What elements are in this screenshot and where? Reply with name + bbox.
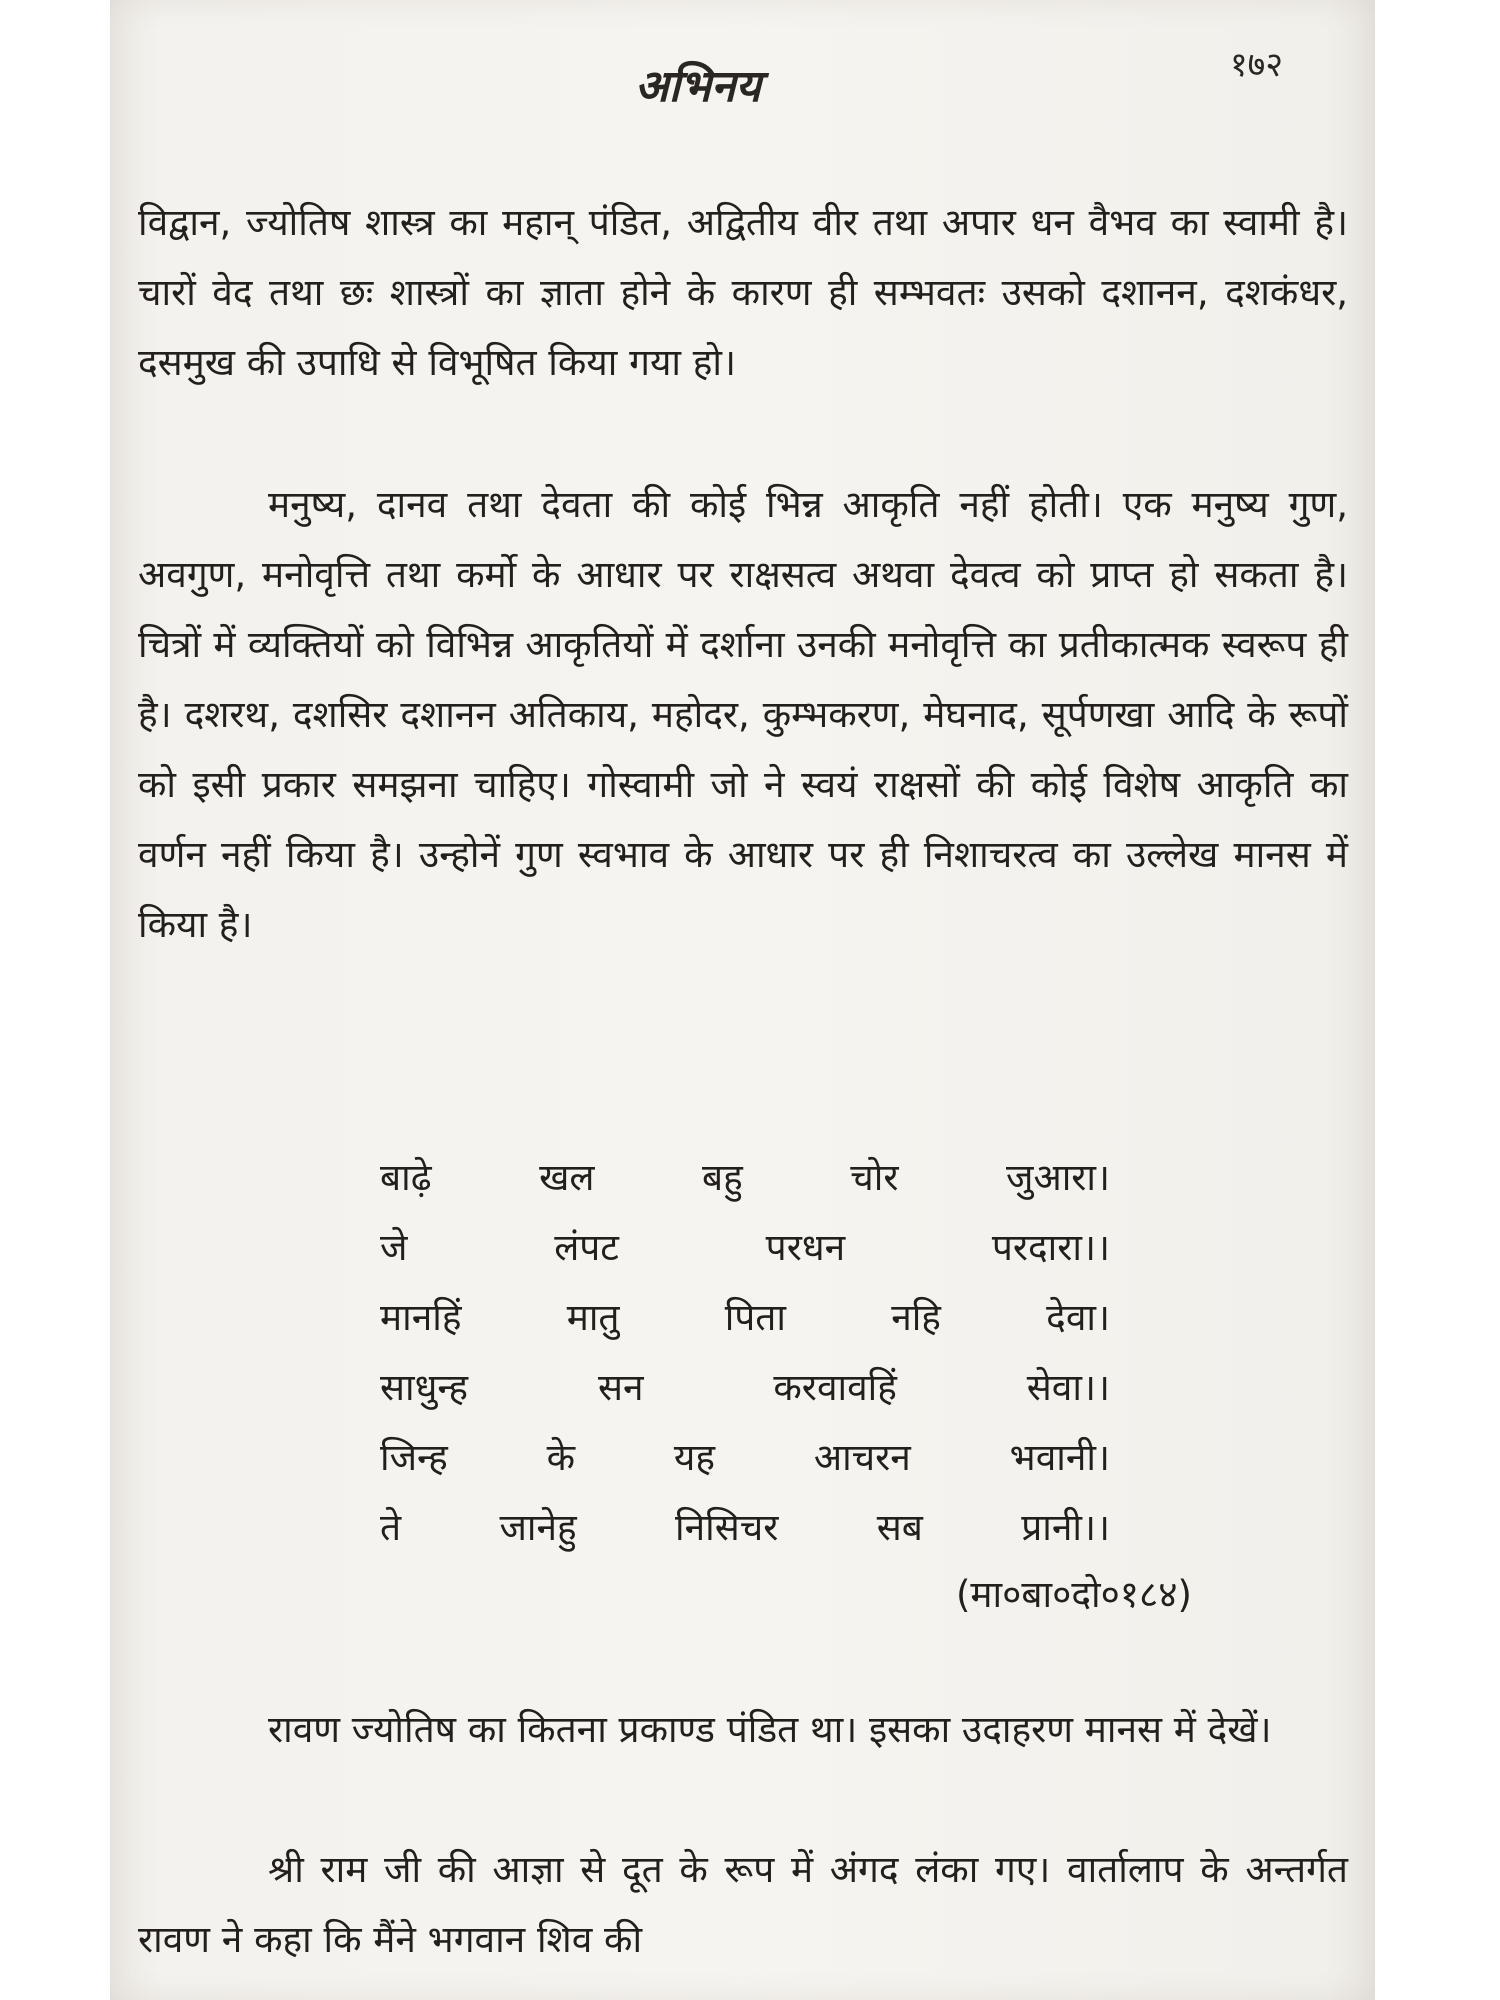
verse-line: जे लंपट परधन परदारा।। [380,1226,1110,1269]
verse-line: साधुन्ह सन करवावहिं सेवा।। [380,1366,1110,1409]
verse-line: बाढ़े खल बहु चोर जुआरा। [380,1156,1110,1199]
running-title: अभिनय [635,61,761,112]
verse-block [380,1143,1110,1563]
verse-line: जिन्ह के यह आचरन भवानी। [380,1436,1110,1479]
verse-citation: (मा०बा०दो०१८४) [956,1573,1192,1616]
page-header [110,40,1375,120]
paragraph-ravana-astrology: रावण ज्योतिष का कितना प्रकाण्ड पंडित था। इसका उदाहरण मानस में देखें। [268,1708,1272,1751]
paragraph-ravana-scholar: विद्वान, ज्योतिष शास्त्र का महान् पंडित, अद्वितीय वीर तथा अपार धन वैभव का स्वामी है। चारों वेद तथा छः शास्त्रों का ज्ञाता होने के कारण ही सम्भवतः उसको दशानन, दशकंधर, दसमुख की उपाधि से विभूषित किया गया हो। [138,201,1348,384]
page-number: १७२ [1230,45,1284,85]
verse-line: मानहिं मातु पिता नहि देवा। [380,1296,1110,1339]
paragraph-angad-lanka: श्री राम जी की आज्ञा से दूत के रूप में अंगद लंका गए। वार्तालाप के अन्तर्गत रावण ने कहा कि मैंने भगवान शिव की [138,1848,1348,1961]
verse-line: ते जानेहु निसिचर सब प्रानी।। [380,1506,1110,1549]
paragraph-demon-forms: मनुष्य, दानव तथा देवता की कोई भिन्न आकृति नहीं होती। एक मनुष्य गुण, अवगुण, मनोवृत्ति तथा कर्मो के आधार पर राक्षसत्व अथवा देवत्व को प्राप्त हो सकता है। चित्रों में व्यक्तियों को विभिन्न आकृतियों में दर्शाना उनकी मनोवृत्ति का प्रतीकात्मक स्वरूप ही है। दशरथ, दशसिर दशानन अतिकाय, महोदर, कुम्भकरण, मेघनाद, सूर्पणखा आदि के रूपों को इसी प्रकार समझना चाहिए। गोस्वामी जो ने स्वयं राक्षसों की कोई विशेष आकृति का वर्णन नहीं किया है। उन्होनें गुण स्वभाव के आधार पर ही निशाचरत्व का उल्लेख मानस में किया है। [138,483,1348,946]
paper-sheet [110,0,1375,2000]
